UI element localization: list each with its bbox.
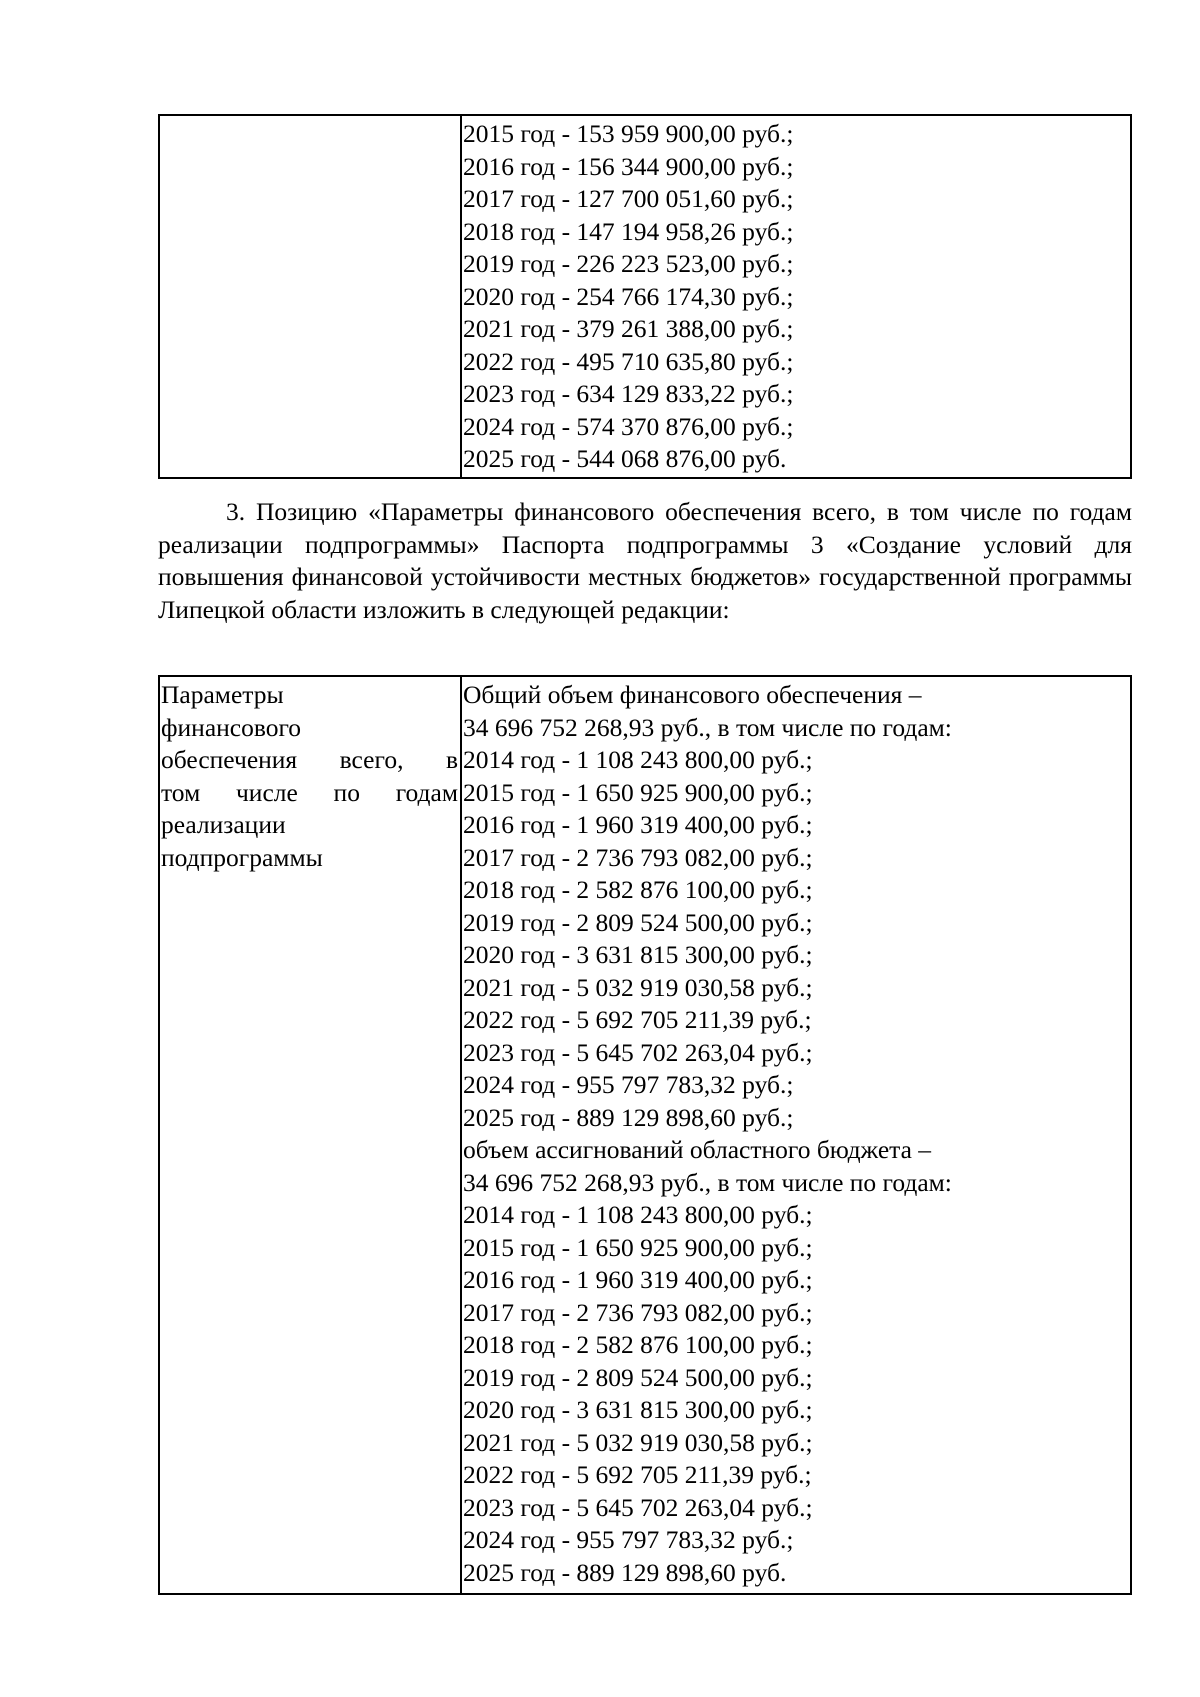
list-item: 2018 год - 2 582 876 100,00 руб.; <box>463 875 813 904</box>
list-item: 2024 год - 955 797 783,32 руб.; <box>463 1070 794 1099</box>
list-item: 2019 год - 226 223 523,00 руб.; <box>463 249 794 278</box>
label-line: реализации <box>161 810 286 839</box>
list-item: 2024 год - 955 797 783,32 руб.; <box>463 1525 794 1554</box>
list-item: 2016 год - 1 960 319 400,00 руб.; <box>463 1265 813 1294</box>
label-line: том числе по годам <box>161 777 458 807</box>
list-item: 2018 год - 2 582 876 100,00 руб.; <box>463 1330 813 1359</box>
list-item: 2015 год - 1 650 925 900,00 руб.; <box>463 777 813 807</box>
list-item: 2022 год - 5 692 705 211,39 руб.; <box>463 1460 812 1489</box>
budget-table-continued <box>158 114 1132 479</box>
list-item: 2016 год - 1 960 319 400,00 руб.; <box>463 810 813 839</box>
table-cell-label <box>159 676 461 1594</box>
list-item: 2025 год - 889 129 898,60 руб. <box>463 1557 787 1587</box>
list-item: 2023 год - 5 645 702 263,04 руб.; <box>463 1037 813 1067</box>
list-item: 2014 год - 1 108 243 800,00 руб.; <box>463 745 813 774</box>
list-item: 2021 год - 379 261 388,00 руб.; <box>463 314 794 343</box>
table-cell-empty <box>159 115 461 478</box>
list-item: 2021 год - 5 032 919 030,58 руб.; <box>463 1427 813 1457</box>
list-item: 2020 год - 3 631 815 300,00 руб.; <box>463 940 813 969</box>
list-item: 2015 год - 1 650 925 900,00 руб.; <box>463 1232 813 1262</box>
list-item: 2024 год - 574 370 876,00 руб.; <box>463 411 794 441</box>
list-item: 2015 год - 153 959 900,00 руб.; <box>463 119 794 148</box>
list-item: 2023 год - 5 645 702 263,04 руб.; <box>463 1492 813 1522</box>
label-line: финансового <box>161 712 302 742</box>
list-item: 2025 год - 889 129 898,60 руб.; <box>463 1102 794 1132</box>
table-row <box>159 676 1131 1594</box>
list-item: 2020 год - 254 766 174,30 руб.; <box>463 281 794 311</box>
list-item: 2022 год - 5 692 705 211,39 руб.; <box>463 1005 812 1034</box>
list-item: 2025 год - 544 068 876,00 руб. <box>463 444 787 473</box>
body-paragraph: 3. Позицию «Параметры финансового обеспечения всего, в том числе по годам реализации подпрограммы» Паспорта подпрограммы 3 «Создание условий для повышения финансовой устойчивости местных бюджетов» государственной программы Липецкой области изложить в следующей редакции: <box>158 497 1132 624</box>
list-item: 2016 год - 156 344 900,00 руб.; <box>463 151 794 181</box>
list-item: 2014 год - 1 108 243 800,00 руб.; <box>463 1200 813 1229</box>
label-line: подпрограммы <box>161 842 323 872</box>
list-item: 2018 год - 147 194 958,26 руб.; <box>463 216 794 246</box>
list-item: 2019 год - 2 809 524 500,00 руб.; <box>463 907 813 937</box>
table-cell-values <box>461 676 1131 1594</box>
list-item: Общий объем финансового обеспечения – <box>463 680 922 709</box>
table-row <box>159 115 1131 478</box>
list-item: 2017 год - 2 736 793 082,00 руб.; <box>463 1297 813 1327</box>
budget-table-subprogram-3 <box>158 675 1132 1595</box>
list-item: объем ассигнований областного бюджета – <box>463 1135 932 1164</box>
list-item: 34 696 752 268,93 руб., в том числе по годам: <box>463 712 952 742</box>
list-item: 2017 год - 2 736 793 082,00 руб.; <box>463 842 813 872</box>
label-line: Параметры <box>161 680 284 709</box>
table-cell-years <box>461 115 1131 478</box>
list-item: 2021 год - 5 032 919 030,58 руб.; <box>463 972 813 1002</box>
list-item: 2022 год - 495 710 635,80 руб.; <box>463 346 794 376</box>
list-item: 2019 год - 2 809 524 500,00 руб.; <box>463 1362 813 1392</box>
label-line: обеспечения всего, в <box>161 745 458 774</box>
list-item: 2020 год - 3 631 815 300,00 руб.; <box>463 1395 813 1424</box>
list-item: 2023 год - 634 129 833,22 руб.; <box>463 379 794 408</box>
list-item: 2017 год - 127 700 051,60 руб.; <box>463 184 794 213</box>
list-item: 34 696 752 268,93 руб., в том числе по годам: <box>463 1167 952 1197</box>
